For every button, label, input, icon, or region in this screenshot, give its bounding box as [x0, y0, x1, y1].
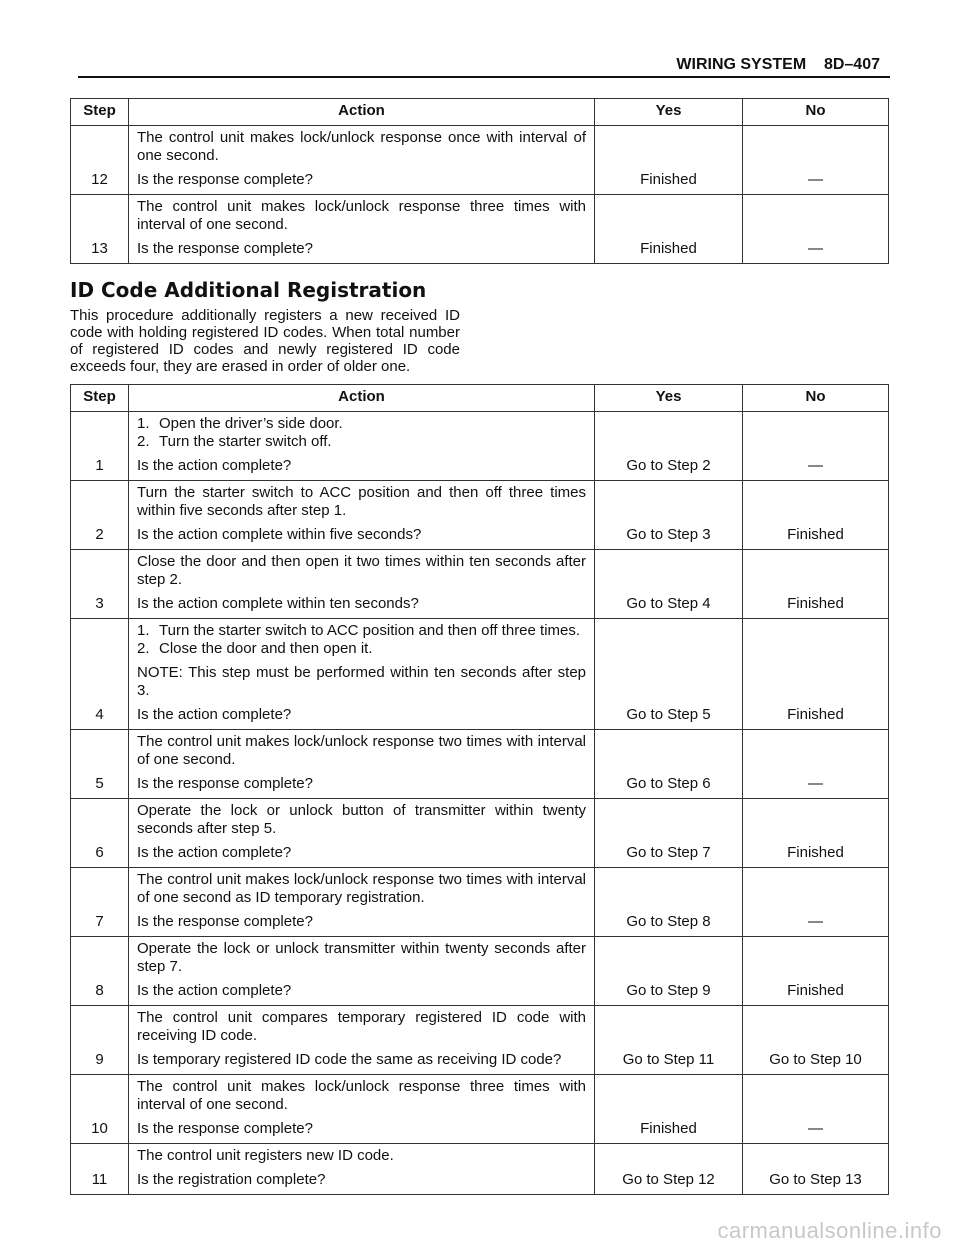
action-text: The control unit makes lock/unlock response three times with interval of one second. [137, 1078, 586, 1113]
action-question: Is temporary registered ID code the same as receiving ID code? [137, 1051, 562, 1068]
header-step: Step [71, 385, 129, 412]
table-row [71, 481, 889, 550]
action-cell [129, 1075, 595, 1144]
action-text: Turn the starter switch to ACC position and then off three times within five seconds after step 1. [137, 484, 586, 519]
action-cell [129, 126, 595, 195]
action-text: Operate the lock or unlock transmitter within twenty seconds after step 7. [137, 940, 586, 975]
action-cell [129, 1144, 595, 1195]
table-row [71, 937, 889, 1006]
step-number: 6 [71, 799, 129, 868]
page-header: WIRING SYSTEM 8D–407 [676, 56, 880, 73]
table-row [71, 1006, 889, 1075]
no-result: Finished [743, 937, 889, 1006]
table-row [71, 550, 889, 619]
step-number: 2 [71, 481, 129, 550]
step-number: 8 [71, 937, 129, 1006]
yes-result: Finished [595, 195, 743, 264]
table-header-row [71, 99, 889, 126]
no-result: — [743, 1075, 889, 1144]
section-title: ID Code Additional Registration [70, 278, 427, 302]
action-question: Is the response complete? [137, 240, 313, 257]
step-number: 5 [71, 730, 129, 799]
list-text: Turn the starter switch to ACC position and then off three times. [159, 622, 581, 639]
list-item [137, 622, 586, 640]
action-text: The control unit makes lock/unlock response three times with interval of one second. [137, 198, 586, 233]
step-number: 1 [71, 412, 129, 481]
step-number: 3 [71, 550, 129, 619]
yes-result: Go to Step 4 [595, 550, 743, 619]
action-cell [129, 730, 595, 799]
action-question: Is the action complete within ten seconds? [137, 595, 419, 612]
no-result: Go to Step 13 [743, 1144, 889, 1195]
yes-result: Finished [595, 1075, 743, 1144]
yes-result: Go to Step 11 [595, 1006, 743, 1075]
action-text: The control unit registers new ID code. [137, 1147, 394, 1164]
no-result: — [743, 730, 889, 799]
table-row [71, 412, 889, 481]
header-step: Step [71, 99, 129, 126]
action-cell [129, 1006, 595, 1075]
header-yes: Yes [595, 99, 743, 126]
yes-result: Go to Step 7 [595, 799, 743, 868]
action-question: Is the action complete within five seconds? [137, 526, 422, 543]
list-number: 2. [137, 433, 150, 450]
yes-result: Go to Step 9 [595, 937, 743, 1006]
step-number: 10 [71, 1075, 129, 1144]
action-note: NOTE: This step must be performed within ten seconds after step 3. [137, 664, 586, 699]
action-cell [129, 619, 595, 730]
action-question: Is the registration complete? [137, 1171, 326, 1188]
step-number: 7 [71, 868, 129, 937]
action-cell [129, 937, 595, 1006]
action-text: The control unit makes lock/unlock response two times with interval of one second. [137, 733, 586, 768]
action-question: Is the action complete? [137, 457, 292, 474]
action-cell [129, 550, 595, 619]
action-text: Close the door and then open it two times within ten seconds after step 2. [137, 553, 586, 588]
section-intro: This procedure additionally registers a new received ID code with holding registered ID codes. When total number of registered ID codes and newly registered ID code exceeds four, they are erased in order of older one. [70, 307, 460, 375]
action-question: Is the action complete? [137, 982, 292, 999]
step-number: 11 [71, 1144, 129, 1195]
header-rule [78, 76, 890, 78]
action-text: The control unit makes lock/unlock response once with interval of one second. [137, 129, 586, 164]
list-item [137, 415, 586, 433]
action-text: The control unit compares temporary registered ID code with receiving ID code. [137, 1009, 586, 1044]
table-row [71, 619, 889, 730]
table-row [71, 799, 889, 868]
list-text: Turn the starter switch off. [159, 433, 332, 450]
no-result: — [743, 195, 889, 264]
action-question: Is the response complete? [137, 913, 313, 930]
action-list [137, 415, 586, 451]
yes-result: Go to Step 5 [595, 619, 743, 730]
action-text: Operate the lock or unlock button of transmitter within twenty seconds after step 5. [137, 802, 586, 837]
table-row [71, 868, 889, 937]
list-item [137, 640, 586, 658]
step-number: 4 [71, 619, 129, 730]
action-cell [129, 195, 595, 264]
no-result: Finished [743, 619, 889, 730]
table-header-row [71, 385, 889, 412]
table-row [71, 126, 889, 195]
yes-result: Go to Step 3 [595, 481, 743, 550]
action-question: Is the response complete? [137, 171, 313, 188]
table-row [71, 1075, 889, 1144]
action-question: Is the action complete? [137, 844, 292, 861]
list-number: 1. [137, 622, 150, 639]
table-row [71, 1144, 889, 1195]
procedure-table [70, 384, 889, 1195]
action-cell [129, 481, 595, 550]
no-result: Finished [743, 799, 889, 868]
yes-result: Finished [595, 126, 743, 195]
yes-result: Go to Step 12 [595, 1144, 743, 1195]
action-question: Is the response complete? [137, 775, 313, 792]
action-list [137, 622, 586, 658]
yes-result: Go to Step 2 [595, 412, 743, 481]
no-result: — [743, 126, 889, 195]
action-cell [129, 868, 595, 937]
table-row [71, 195, 889, 264]
watermark: carmanualsonline.info [717, 1218, 942, 1243]
header-no: No [743, 385, 889, 412]
list-text: Open the driver’s side door. [159, 415, 343, 432]
header-no: No [743, 99, 889, 126]
yes-result: Go to Step 8 [595, 868, 743, 937]
no-result: Finished [743, 481, 889, 550]
no-result: Go to Step 10 [743, 1006, 889, 1075]
table-row [71, 730, 889, 799]
action-cell [129, 412, 595, 481]
list-number: 2. [137, 640, 150, 657]
yes-result: Go to Step 6 [595, 730, 743, 799]
header-action: Action [129, 99, 595, 126]
step-number: 12 [71, 126, 129, 195]
no-result: — [743, 412, 889, 481]
procedure-table-continued [70, 98, 889, 264]
no-result: Finished [743, 550, 889, 619]
step-number: 9 [71, 1006, 129, 1075]
no-result: — [743, 868, 889, 937]
list-item [137, 433, 586, 451]
header-yes: Yes [595, 385, 743, 412]
header-action: Action [129, 385, 595, 412]
action-question: Is the action complete? [137, 706, 292, 723]
action-question: Is the response complete? [137, 1120, 313, 1137]
step-number: 13 [71, 195, 129, 264]
action-text: The control unit makes lock/unlock response two times with interval of one second as ID temporary registration. [137, 871, 586, 906]
list-text: Close the door and then open it. [159, 640, 373, 657]
action-cell [129, 799, 595, 868]
list-number: 1. [137, 415, 150, 432]
